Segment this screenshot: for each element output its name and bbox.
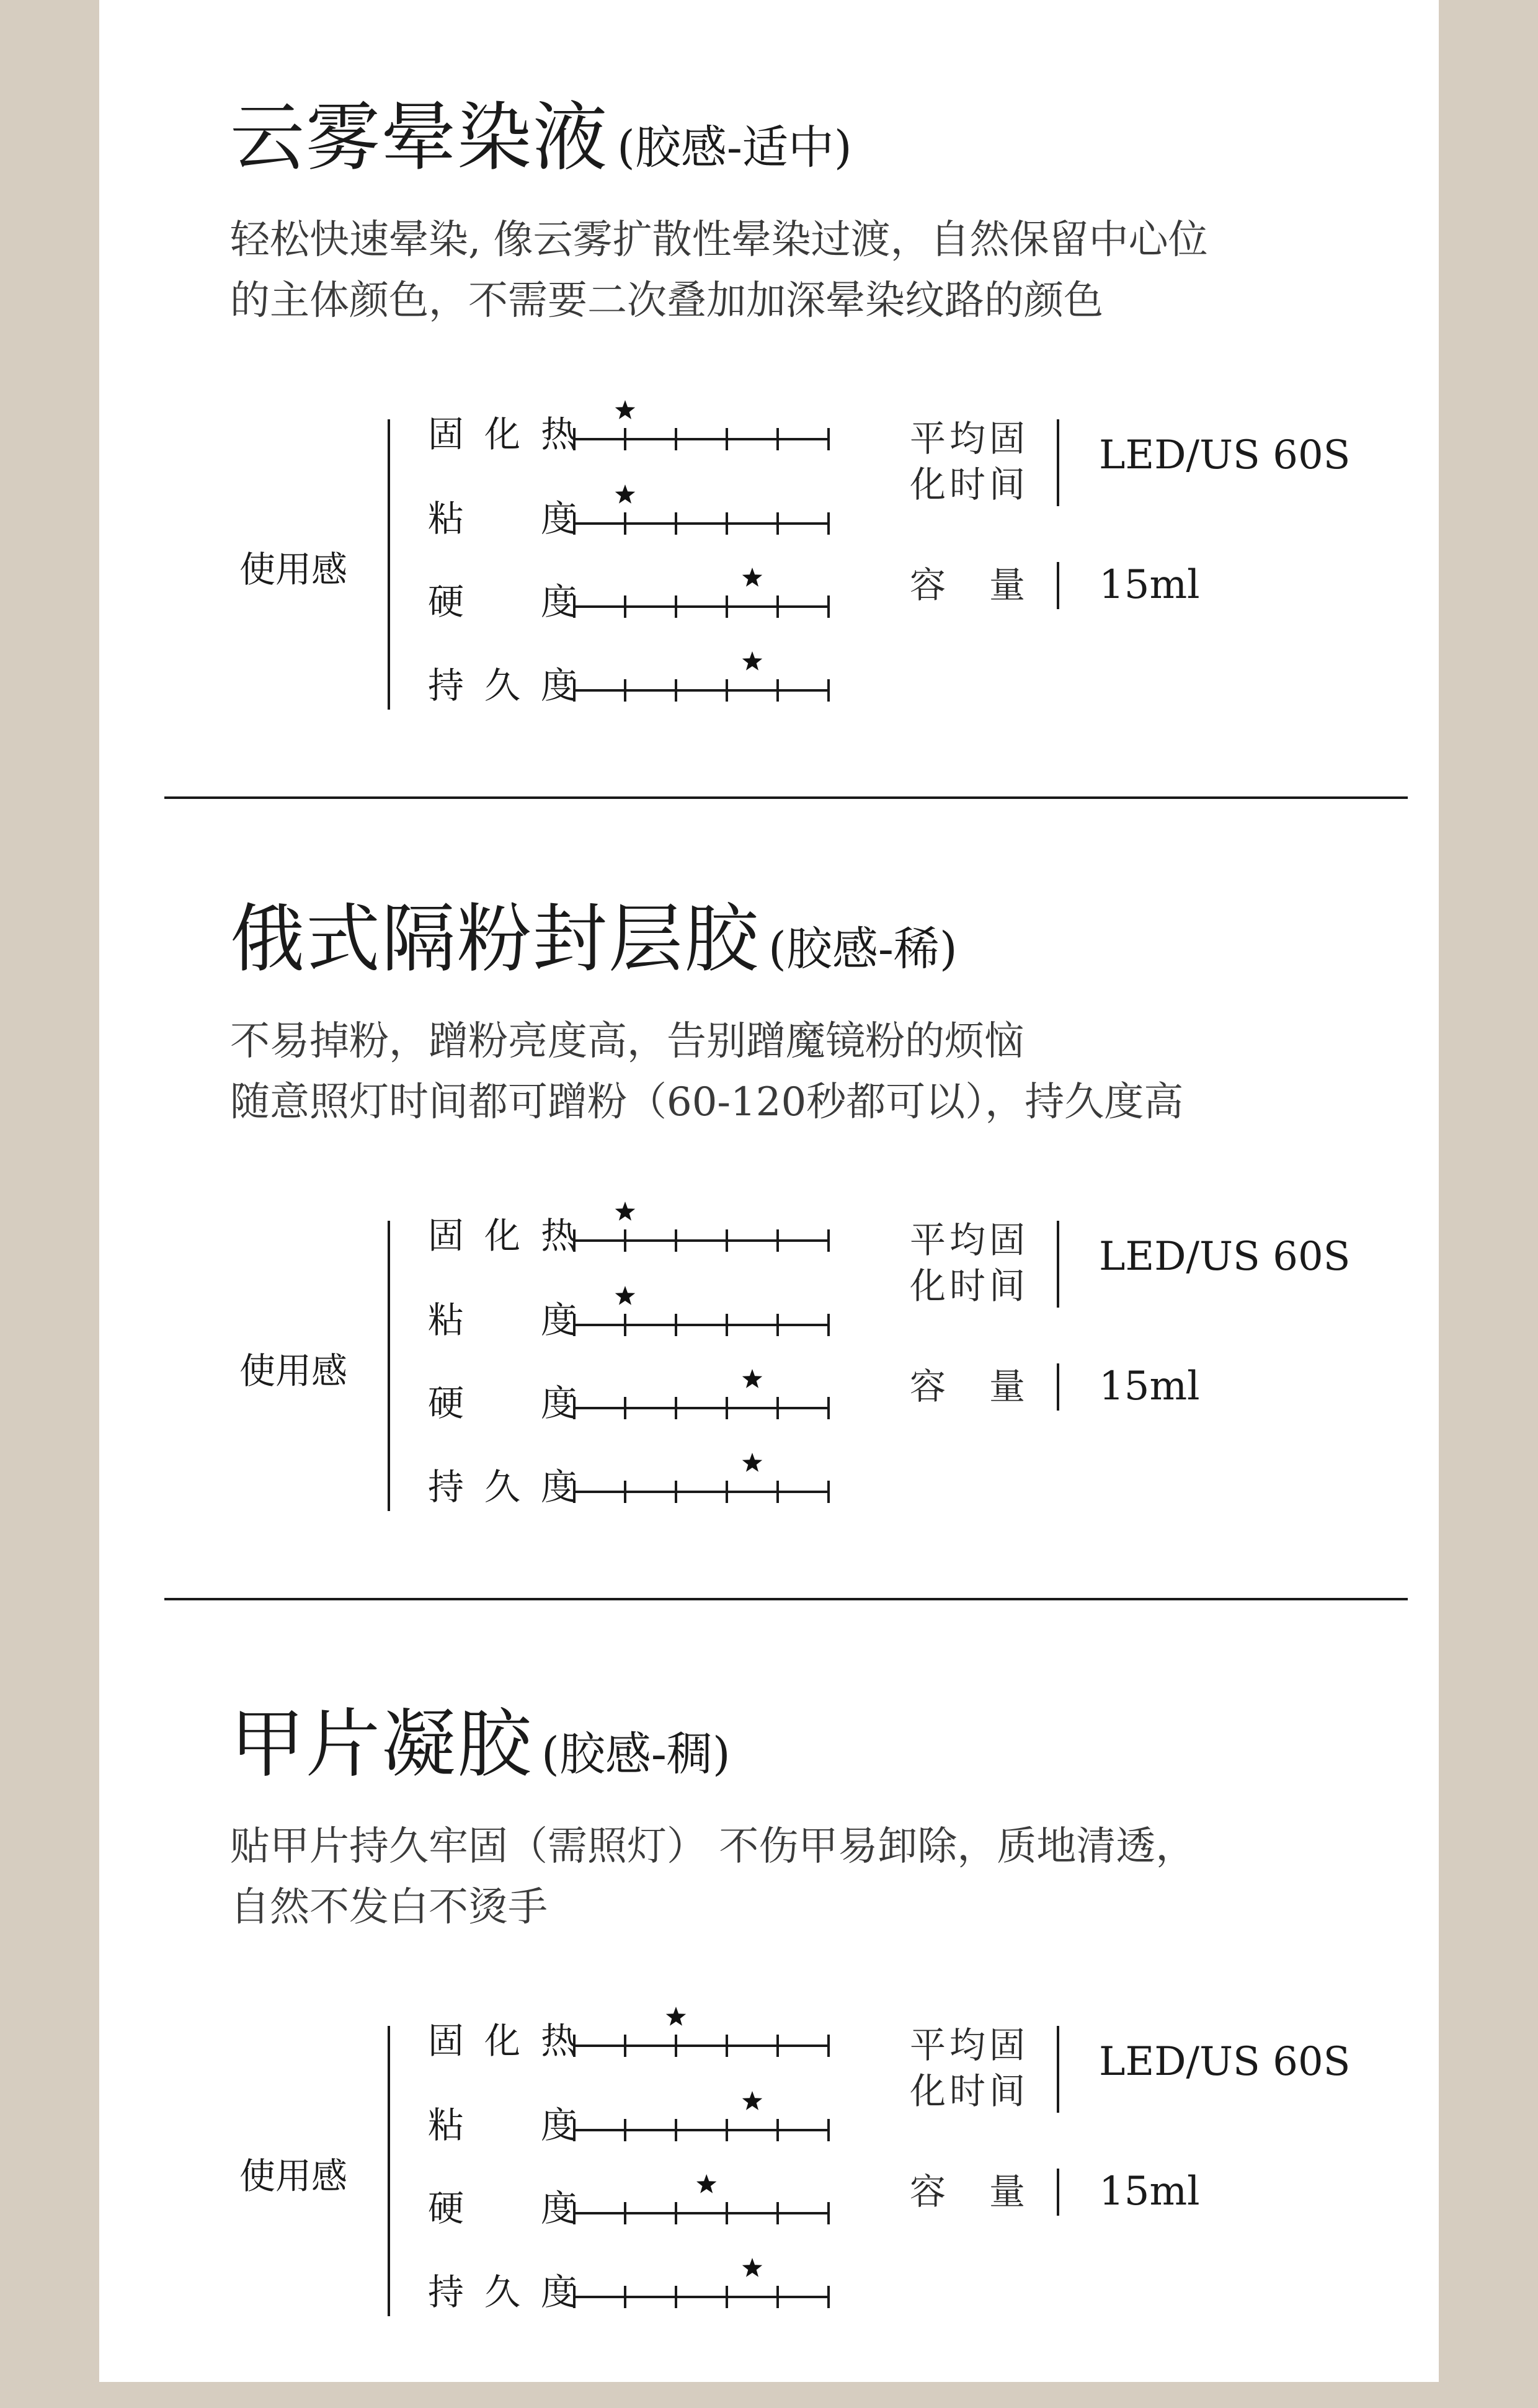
- avg-cure-time-value: LED/US 60S: [1099, 1234, 1351, 1280]
- rating-star-icon: [615, 484, 635, 504]
- description-line: 自然不发白不烫手: [230, 1884, 548, 1930]
- attr-label-viscosity: 粘 度: [428, 497, 577, 540]
- rating-scale-cure-heat: [563, 1198, 833, 1273]
- usage-bracket-line: [388, 1221, 390, 1511]
- usage-label: 使用感: [239, 2155, 348, 2197]
- attr-label-cure-heat: 固化热: [428, 2020, 577, 2062]
- rating-scale-graphic: [563, 1450, 833, 1524]
- rating-star-icon: [742, 1369, 762, 1388]
- attr-label-cure-heat: 固化热: [428, 413, 577, 455]
- attr-label-durability: 持久度: [428, 2271, 577, 2313]
- info-separator: [1057, 1221, 1059, 1308]
- usage-bracket-line: [388, 2026, 390, 2316]
- rating-scale-hardness: [563, 564, 833, 639]
- info-separator: [1057, 2169, 1059, 2216]
- rating-scale-hardness: [563, 1366, 833, 1440]
- volume-label: 容 量: [910, 2170, 1025, 2213]
- rating-scale-hardness: [563, 2171, 833, 2245]
- product-description: [230, 210, 1408, 331]
- product-spec-page: [99, 0, 1439, 2382]
- rating-scale-graphic: [563, 1366, 833, 1440]
- description-line: 的主体颜色，不需要二次叠加加深晕染纹路的颜色: [230, 278, 1103, 324]
- product-texture: (胶感-稠): [541, 1728, 731, 1781]
- attr-label-viscosity: 粘 度: [428, 1299, 577, 1341]
- rating-scale-graphic: [563, 481, 833, 556]
- rating-scale-graphic: [563, 2255, 833, 2329]
- section-divider: [164, 796, 1408, 799]
- product-section-3: [99, 1607, 1439, 2408]
- product-name: 甲片凝胶: [230, 1701, 533, 1788]
- attr-label-durability: 持久度: [428, 1466, 577, 1508]
- rating-scale-cure-heat: [563, 397, 833, 471]
- product-section-2: [99, 801, 1439, 1603]
- rating-scale-viscosity: [563, 1283, 833, 1357]
- description-line: 随意照灯时间都可蹭粉（60-120秒都可以），持久度高: [230, 1079, 1184, 1125]
- product-section-1: [99, 0, 1439, 801]
- attr-label-cure-heat: 固化热: [428, 1215, 577, 1257]
- avg-cure-label-line1: 平均固: [910, 2024, 1025, 2066]
- rating-star-icon: [742, 2091, 762, 2110]
- product-description: [230, 1011, 1408, 1133]
- rating-scale-graphic: [563, 2004, 833, 2078]
- rating-scale-durability: [563, 1450, 833, 1524]
- rating-scale-viscosity: [563, 2088, 833, 2162]
- rating-star-icon: [742, 651, 762, 671]
- rating-scale-graphic: [563, 1283, 833, 1357]
- usage-label: 使用感: [239, 548, 348, 591]
- volume-value: 15ml: [1099, 1363, 1200, 1409]
- avg-cure-label-line1: 平均固: [910, 1219, 1025, 1261]
- rating-scale-graphic: [563, 1198, 833, 1273]
- info-separator: [1057, 419, 1059, 506]
- avg-cure-time-value: LED/US 60S: [1099, 432, 1351, 478]
- rating-star-icon: [742, 2258, 762, 2277]
- attr-label-hardness: 硬 度: [428, 1382, 577, 1424]
- volume-value: 15ml: [1099, 2169, 1200, 2214]
- avg-cure-label-line1: 平均固: [910, 417, 1025, 460]
- rating-scale-cure-heat: [563, 2004, 833, 2078]
- description-line: 不易掉粉，蹭粉亮度高，告别蹭魔镜粉的烦恼: [230, 1019, 1024, 1064]
- product-title: [230, 880, 958, 986]
- product-texture: (胶感-适中): [617, 121, 852, 174]
- info-separator: [1057, 562, 1059, 609]
- product-description: [230, 1816, 1408, 1938]
- product-name: 俄式隔粉封层胶: [230, 896, 760, 983]
- rating-star-icon: [615, 1286, 635, 1305]
- product-name: 云雾晕染液: [230, 95, 608, 181]
- rating-scale-viscosity: [563, 481, 833, 556]
- product-texture: (胶感-稀): [768, 922, 958, 976]
- rating-star-icon: [742, 568, 762, 587]
- usage-bracket-line: [388, 419, 390, 710]
- section-divider: [164, 1598, 1408, 1600]
- volume-value: 15ml: [1099, 562, 1200, 608]
- description-line: 轻松快速晕染, 像云雾扩散性晕染过渡，自然保留中心位: [230, 217, 1208, 263]
- info-separator: [1057, 2026, 1059, 2113]
- rating-star-icon: [666, 2007, 686, 2026]
- avg-cure-label-line2: 化时间: [910, 2070, 1025, 2112]
- usage-label: 使用感: [239, 1350, 348, 1392]
- avg-cure-label-line2: 化时间: [910, 1265, 1025, 1307]
- product-title: [230, 78, 852, 185]
- rating-star-icon: [696, 2174, 716, 2193]
- product-title: [230, 1685, 731, 1791]
- avg-cure-label-line2: 化时间: [910, 463, 1025, 506]
- rating-star-icon: [742, 1453, 762, 1472]
- avg-cure-time-value: LED/US 60S: [1099, 2039, 1351, 2085]
- attr-label-durability: 持久度: [428, 664, 577, 707]
- volume-label: 容 量: [910, 1365, 1025, 1407]
- rating-scale-graphic: [563, 648, 833, 723]
- attr-label-hardness: 硬 度: [428, 581, 577, 623]
- attr-label-viscosity: 粘 度: [428, 2104, 577, 2146]
- volume-label: 容 量: [910, 564, 1025, 606]
- rating-scale-durability: [563, 2255, 833, 2329]
- info-separator: [1057, 1363, 1059, 1411]
- description-line: 贴甲片持久牢固（需照灯） 不伤甲易卸除，质地清透，: [230, 1824, 1196, 1870]
- attr-label-hardness: 硬 度: [428, 2187, 577, 2229]
- rating-scale-graphic: [563, 2171, 833, 2245]
- rating-scale-graphic: [563, 2088, 833, 2162]
- rating-star-icon: [615, 1202, 635, 1221]
- rating-scale-graphic: [563, 564, 833, 639]
- rating-scale-durability: [563, 648, 833, 723]
- rating-scale-graphic: [563, 397, 833, 471]
- rating-star-icon: [615, 400, 635, 419]
